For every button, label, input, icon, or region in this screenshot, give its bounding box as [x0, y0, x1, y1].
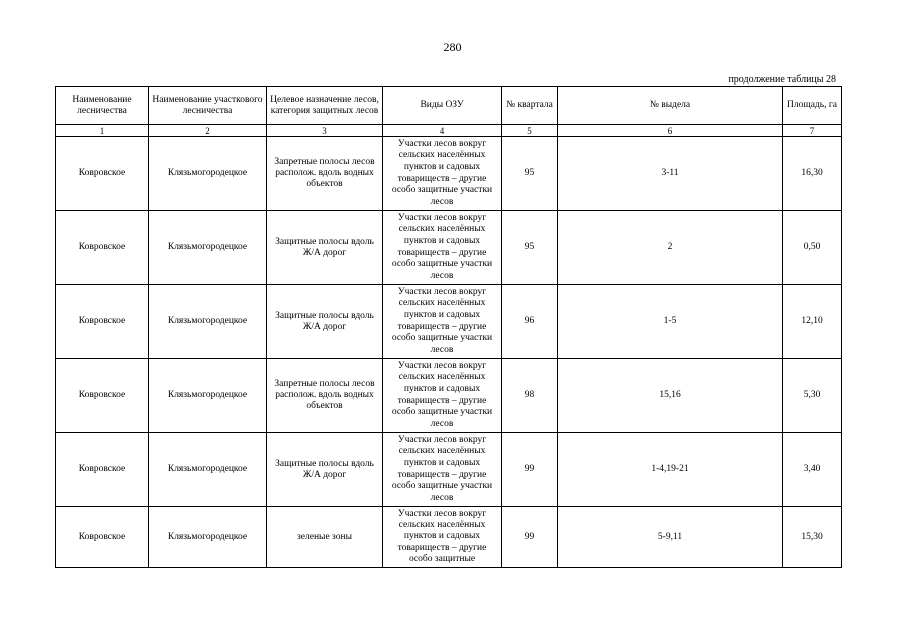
cell-quarter: 96 — [502, 285, 558, 359]
header-quarter: № квартала — [502, 87, 558, 125]
cell-allotment: 2 — [558, 211, 783, 285]
cell-area: 3,40 — [783, 433, 842, 507]
cell-district: Клязьмогородецкое — [149, 507, 267, 568]
cell-area: 16,30 — [783, 137, 842, 211]
cell-quarter: 95 — [502, 211, 558, 285]
cell-quarter: 98 — [502, 359, 558, 433]
header-ozu: Виды ОЗУ — [383, 87, 502, 125]
cell-ozu-text: Участки лесов вокруг сельских населённых пунктов и садовых товариществ – другие особо защитные — [397, 508, 487, 564]
column-number: 7 — [783, 125, 842, 137]
cell-ozu — [383, 359, 502, 433]
cell-ozu-text: Участки лесов вокруг сельских населённых пунктов и садовых товариществ – другие особо защитные участки лесов — [391, 286, 493, 355]
cell-quarter: 99 — [502, 433, 558, 507]
cell-ozu-text: Участки лесов вокруг сельских населённых пунктов и садовых товариществ – другие особо защитные участки лесов — [391, 138, 493, 207]
cell-district: Клязьмогородецкое — [149, 285, 267, 359]
cell-purpose: Запретные полосы лесов располож. вдоль водных объектов — [267, 137, 383, 211]
cell-allotment: 1-5 — [558, 285, 783, 359]
cell-forestry: Ковровское — [56, 507, 149, 568]
cell-allotment: 15,16 — [558, 359, 783, 433]
header-district: Наименование участкового лесничества — [149, 87, 267, 125]
cell-district: Клязьмогородецкое — [149, 433, 267, 507]
cell-district: Клязьмогородецкое — [149, 137, 267, 211]
table-row — [56, 507, 842, 568]
cell-purpose: Защитные полосы вдоль Ж/А дорог — [267, 285, 383, 359]
cell-allotment: 5-9,11 — [558, 507, 783, 568]
cell-purpose: Запретные полосы лесов располож. вдоль водных объектов — [267, 359, 383, 433]
cell-forestry: Ковровское — [56, 359, 149, 433]
page-number: 280 — [443, 40, 462, 54]
cell-district: Клязьмогородецкое — [149, 211, 267, 285]
cell-forestry: Ковровское — [56, 433, 149, 507]
column-number: 2 — [149, 125, 267, 137]
column-number: 5 — [502, 125, 558, 137]
cell-forestry: Ковровское — [56, 211, 149, 285]
cell-district: Клязьмогородецкое — [149, 359, 267, 433]
table-row — [56, 137, 842, 211]
cell-purpose: зеленые зоны — [267, 507, 383, 568]
table-row — [56, 433, 842, 507]
table-continuation-label: продолжение таблицы 28 — [728, 74, 836, 85]
header-purpose: Целевое назначение лесов, категория защитных лесов — [267, 87, 383, 125]
cell-ozu — [383, 507, 502, 568]
cell-purpose: Защитные полосы вдоль Ж/А дорог — [267, 433, 383, 507]
forest-table — [55, 86, 842, 568]
cell-area: 5,30 — [783, 359, 842, 433]
header-allotment: № выдела — [558, 87, 783, 125]
cell-area: 15,30 — [783, 507, 842, 568]
cell-ozu — [383, 137, 502, 211]
cell-quarter: 99 — [502, 507, 558, 568]
column-number: 1 — [56, 125, 149, 137]
cell-ozu — [383, 285, 502, 359]
cell-ozu-text: Участки лесов вокруг сельских населённых пунктов и садовых товариществ – другие особо защитные участки лесов — [391, 434, 493, 503]
table-row — [56, 359, 842, 433]
header-forestry: Наименование лесничества — [56, 87, 149, 125]
cell-allotment: 1-4,19-21 — [558, 433, 783, 507]
table-header-row — [56, 87, 842, 125]
table-row — [56, 285, 842, 359]
cell-purpose: Защитные полосы вдоль Ж/А дорог — [267, 211, 383, 285]
cell-allotment: 3-11 — [558, 137, 783, 211]
cell-forestry: Ковровское — [56, 285, 149, 359]
cell-ozu — [383, 211, 502, 285]
column-number: 6 — [558, 125, 783, 137]
cell-ozu — [383, 433, 502, 507]
table-row — [56, 211, 842, 285]
cell-ozu-text: Участки лесов вокруг сельских населённых пунктов и садовых товариществ – другие особо защитные участки лесов — [391, 360, 493, 429]
column-number: 4 — [383, 125, 502, 137]
column-number: 3 — [267, 125, 383, 137]
header-area: Площадь, га — [783, 87, 842, 125]
cell-area: 0,50 — [783, 211, 842, 285]
cell-ozu-text: Участки лесов вокруг сельских населённых пунктов и садовых товариществ – другие особо защитные участки лесов — [391, 212, 493, 281]
column-number-row — [56, 125, 842, 137]
cell-area: 12,10 — [783, 285, 842, 359]
cell-quarter: 95 — [502, 137, 558, 211]
cell-forestry: Ковровское — [56, 137, 149, 211]
